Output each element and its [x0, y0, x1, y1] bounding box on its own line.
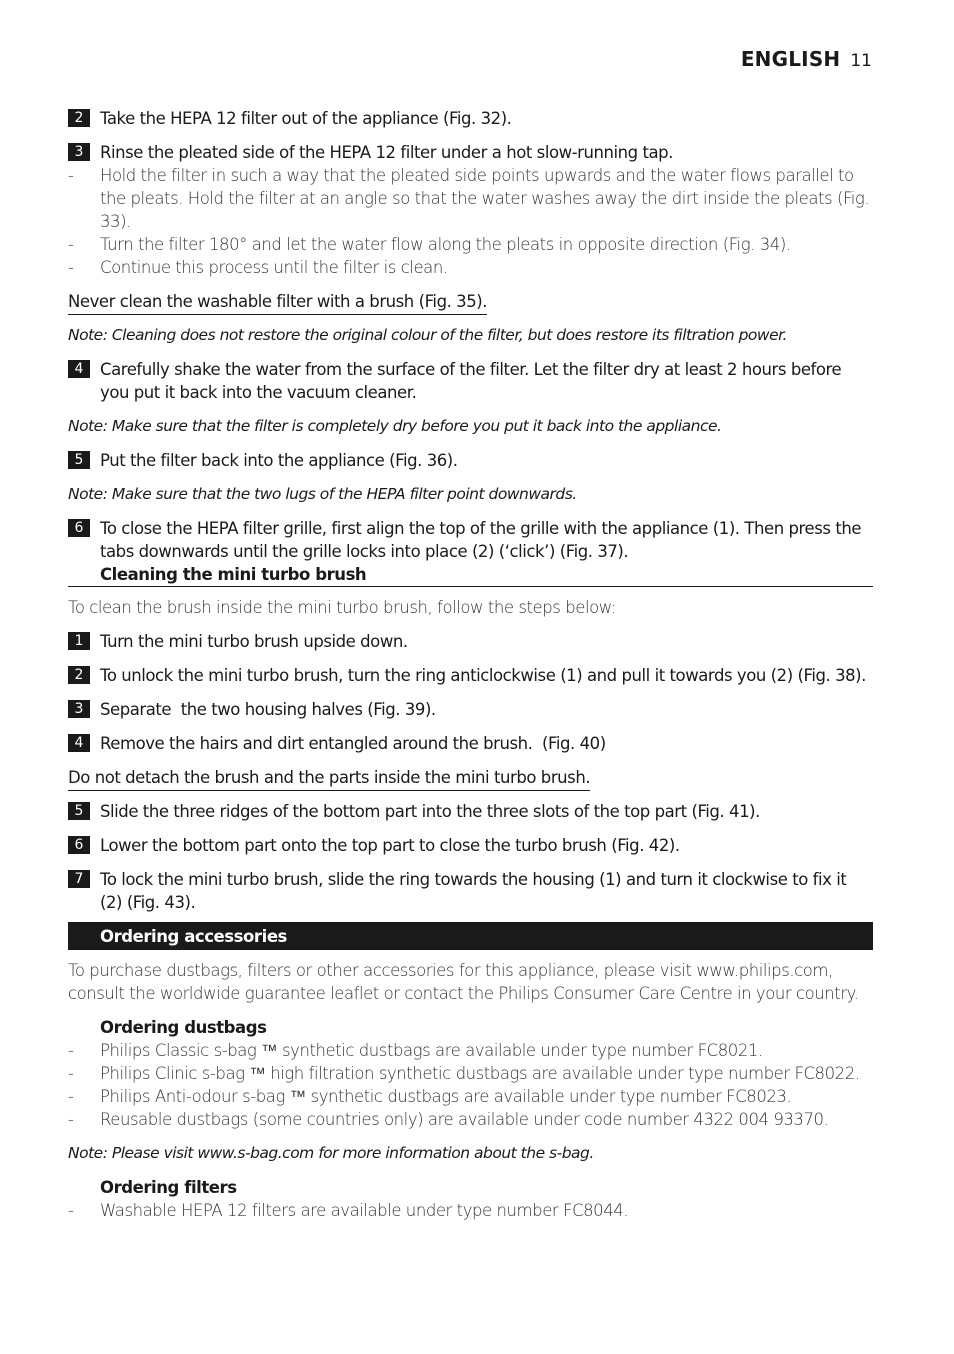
- page-number: 11: [850, 51, 872, 71]
- dustbags-list: [68, 1039, 873, 1131]
- section-title-accessories: Ordering accessories: [68, 922, 873, 950]
- step-number: 6: [68, 836, 90, 854]
- step-number: 5: [68, 802, 90, 820]
- step-text: Put the filter back into the appliance (Fig. 36).: [100, 451, 458, 470]
- turbo-step-7: [68, 868, 873, 914]
- hepa-step-3: [68, 141, 873, 164]
- step-text: To unlock the mini turbo brush, turn the ring anticlockwise (1) and pull it towards you (2) (Fig. 38).: [100, 666, 866, 685]
- subheading-filters: Ordering filters: [100, 1178, 237, 1197]
- filters-list: [68, 1199, 873, 1222]
- hepa-note-3: Note: Make sure that the two lugs of the HEPA filter point downwards.: [68, 485, 577, 503]
- turbo-intro: To clean the brush inside the mini turbo brush, follow the steps below:: [68, 598, 616, 617]
- hepa-step-3-substeps: [68, 164, 873, 279]
- step-text: Separate the two housing halves (Fig. 39).: [100, 700, 436, 719]
- hepa-step-5: [68, 449, 873, 472]
- step-text: To lock the mini turbo brush, slide the ring towards the housing (1) and turn it clockwise to fix it (2) (Fig. 43).: [100, 870, 847, 912]
- list-item: - Philips Anti-odour s-bag ™ synthetic dustbags are available under type number FC8023.: [68, 1087, 792, 1106]
- list-item: - Philips Clinic s-bag ™ high filtration synthetic dustbags are available under type number FC8022.: [68, 1064, 860, 1083]
- step-number: 2: [68, 666, 90, 684]
- step-number: 6: [68, 519, 90, 537]
- dustbags-note: Note: Please visit www.s-bag.com for more information about the s-bag.: [68, 1144, 594, 1162]
- subheading-dustbags: Ordering dustbags: [100, 1018, 267, 1037]
- page-header: [741, 47, 872, 71]
- step-number: 4: [68, 360, 90, 378]
- hepa-note-2: Note: Make sure that the filter is completely dry before you put it back into the appliance.: [68, 417, 722, 435]
- accessories-intro: To purchase dustbags, filters or other accessories for this appliance, please visit www.philips.com, consult the worldwide guarantee leaflet or contact the Philips Consumer Care Centre in your country.: [68, 961, 859, 1003]
- header-language: ENGLISH: [740, 47, 841, 71]
- step-number: 2: [68, 109, 90, 127]
- list-item: - Reusable dustbags (some countries only) are available under code number 4322 004 93370.: [68, 1110, 829, 1129]
- step-text: Rinse the pleated side of the HEPA 12 filter under a hot slow-running tap.: [100, 143, 673, 162]
- turbo-step-2: [68, 664, 873, 687]
- step-text: Slide the three ridges of the bottom part into the three slots of the top part (Fig. 41).: [100, 802, 760, 821]
- step-text: To close the HEPA filter grille, first align the top of the grille with the appliance (1). Then press the tabs downwards until the grille locks into place (2) (‘click’) (Fig. 37).: [100, 519, 862, 561]
- hepa-step-4: [68, 358, 873, 404]
- turbo-step-4: [68, 732, 873, 755]
- step-text: Remove the hairs and dirt entangled around the brush. (Fig. 40): [100, 734, 606, 753]
- list-item: - Hold the filter in such a way that the pleated side points upwards and the water flows parallel to the pleats. Hold the filter at an angle so that the water washes away the dirt inside the pleats (Fig. 33).: [68, 166, 870, 231]
- step-number: 7: [68, 870, 90, 888]
- step-number: 3: [68, 143, 90, 161]
- list-item: - Washable HEPA 12 filters are available under type number FC8044.: [68, 1201, 629, 1220]
- hepa-note-1: Note: Cleaning does not restore the original colour of the filter, but does restore its filtration power.: [68, 326, 787, 344]
- turbo-step-3: [68, 698, 873, 721]
- hepa-warning: Never clean the washable filter with a brush (Fig. 35).: [68, 290, 487, 315]
- turbo-warning: Do not detach the brush and the parts inside the mini turbo brush.: [68, 766, 590, 791]
- step-text: Carefully shake the water from the surface of the filter. Let the filter dry at least 2 hours before you put it back into the vacuum cleaner.: [100, 360, 842, 402]
- hepa-step-6: [68, 517, 873, 563]
- section-title-turbo-brush: Cleaning the mini turbo brush: [68, 563, 873, 587]
- turbo-step-5: [68, 800, 873, 823]
- list-item: - Turn the filter 180° and let the water flow along the pleats in opposite direction (Fig. 34).: [68, 235, 791, 254]
- list-item: - Philips Classic s-bag ™ synthetic dustbags are available under type number FC8021.: [68, 1041, 763, 1060]
- page-content: [68, 107, 873, 1222]
- step-number: 5: [68, 451, 90, 469]
- step-number: 1: [68, 632, 90, 650]
- step-number: 4: [68, 734, 90, 752]
- hepa-step-2: [68, 107, 873, 130]
- list-item: - Continue this process until the filter is clean.: [68, 258, 448, 277]
- turbo-step-6: [68, 834, 873, 857]
- step-text: Take the HEPA 12 filter out of the appliance (Fig. 32).: [100, 109, 512, 128]
- step-text: Turn the mini turbo brush upside down.: [100, 632, 408, 651]
- step-text: Lower the bottom part onto the top part to close the turbo brush (Fig. 42).: [100, 836, 680, 855]
- turbo-step-1: [68, 630, 873, 653]
- step-number: 3: [68, 700, 90, 718]
